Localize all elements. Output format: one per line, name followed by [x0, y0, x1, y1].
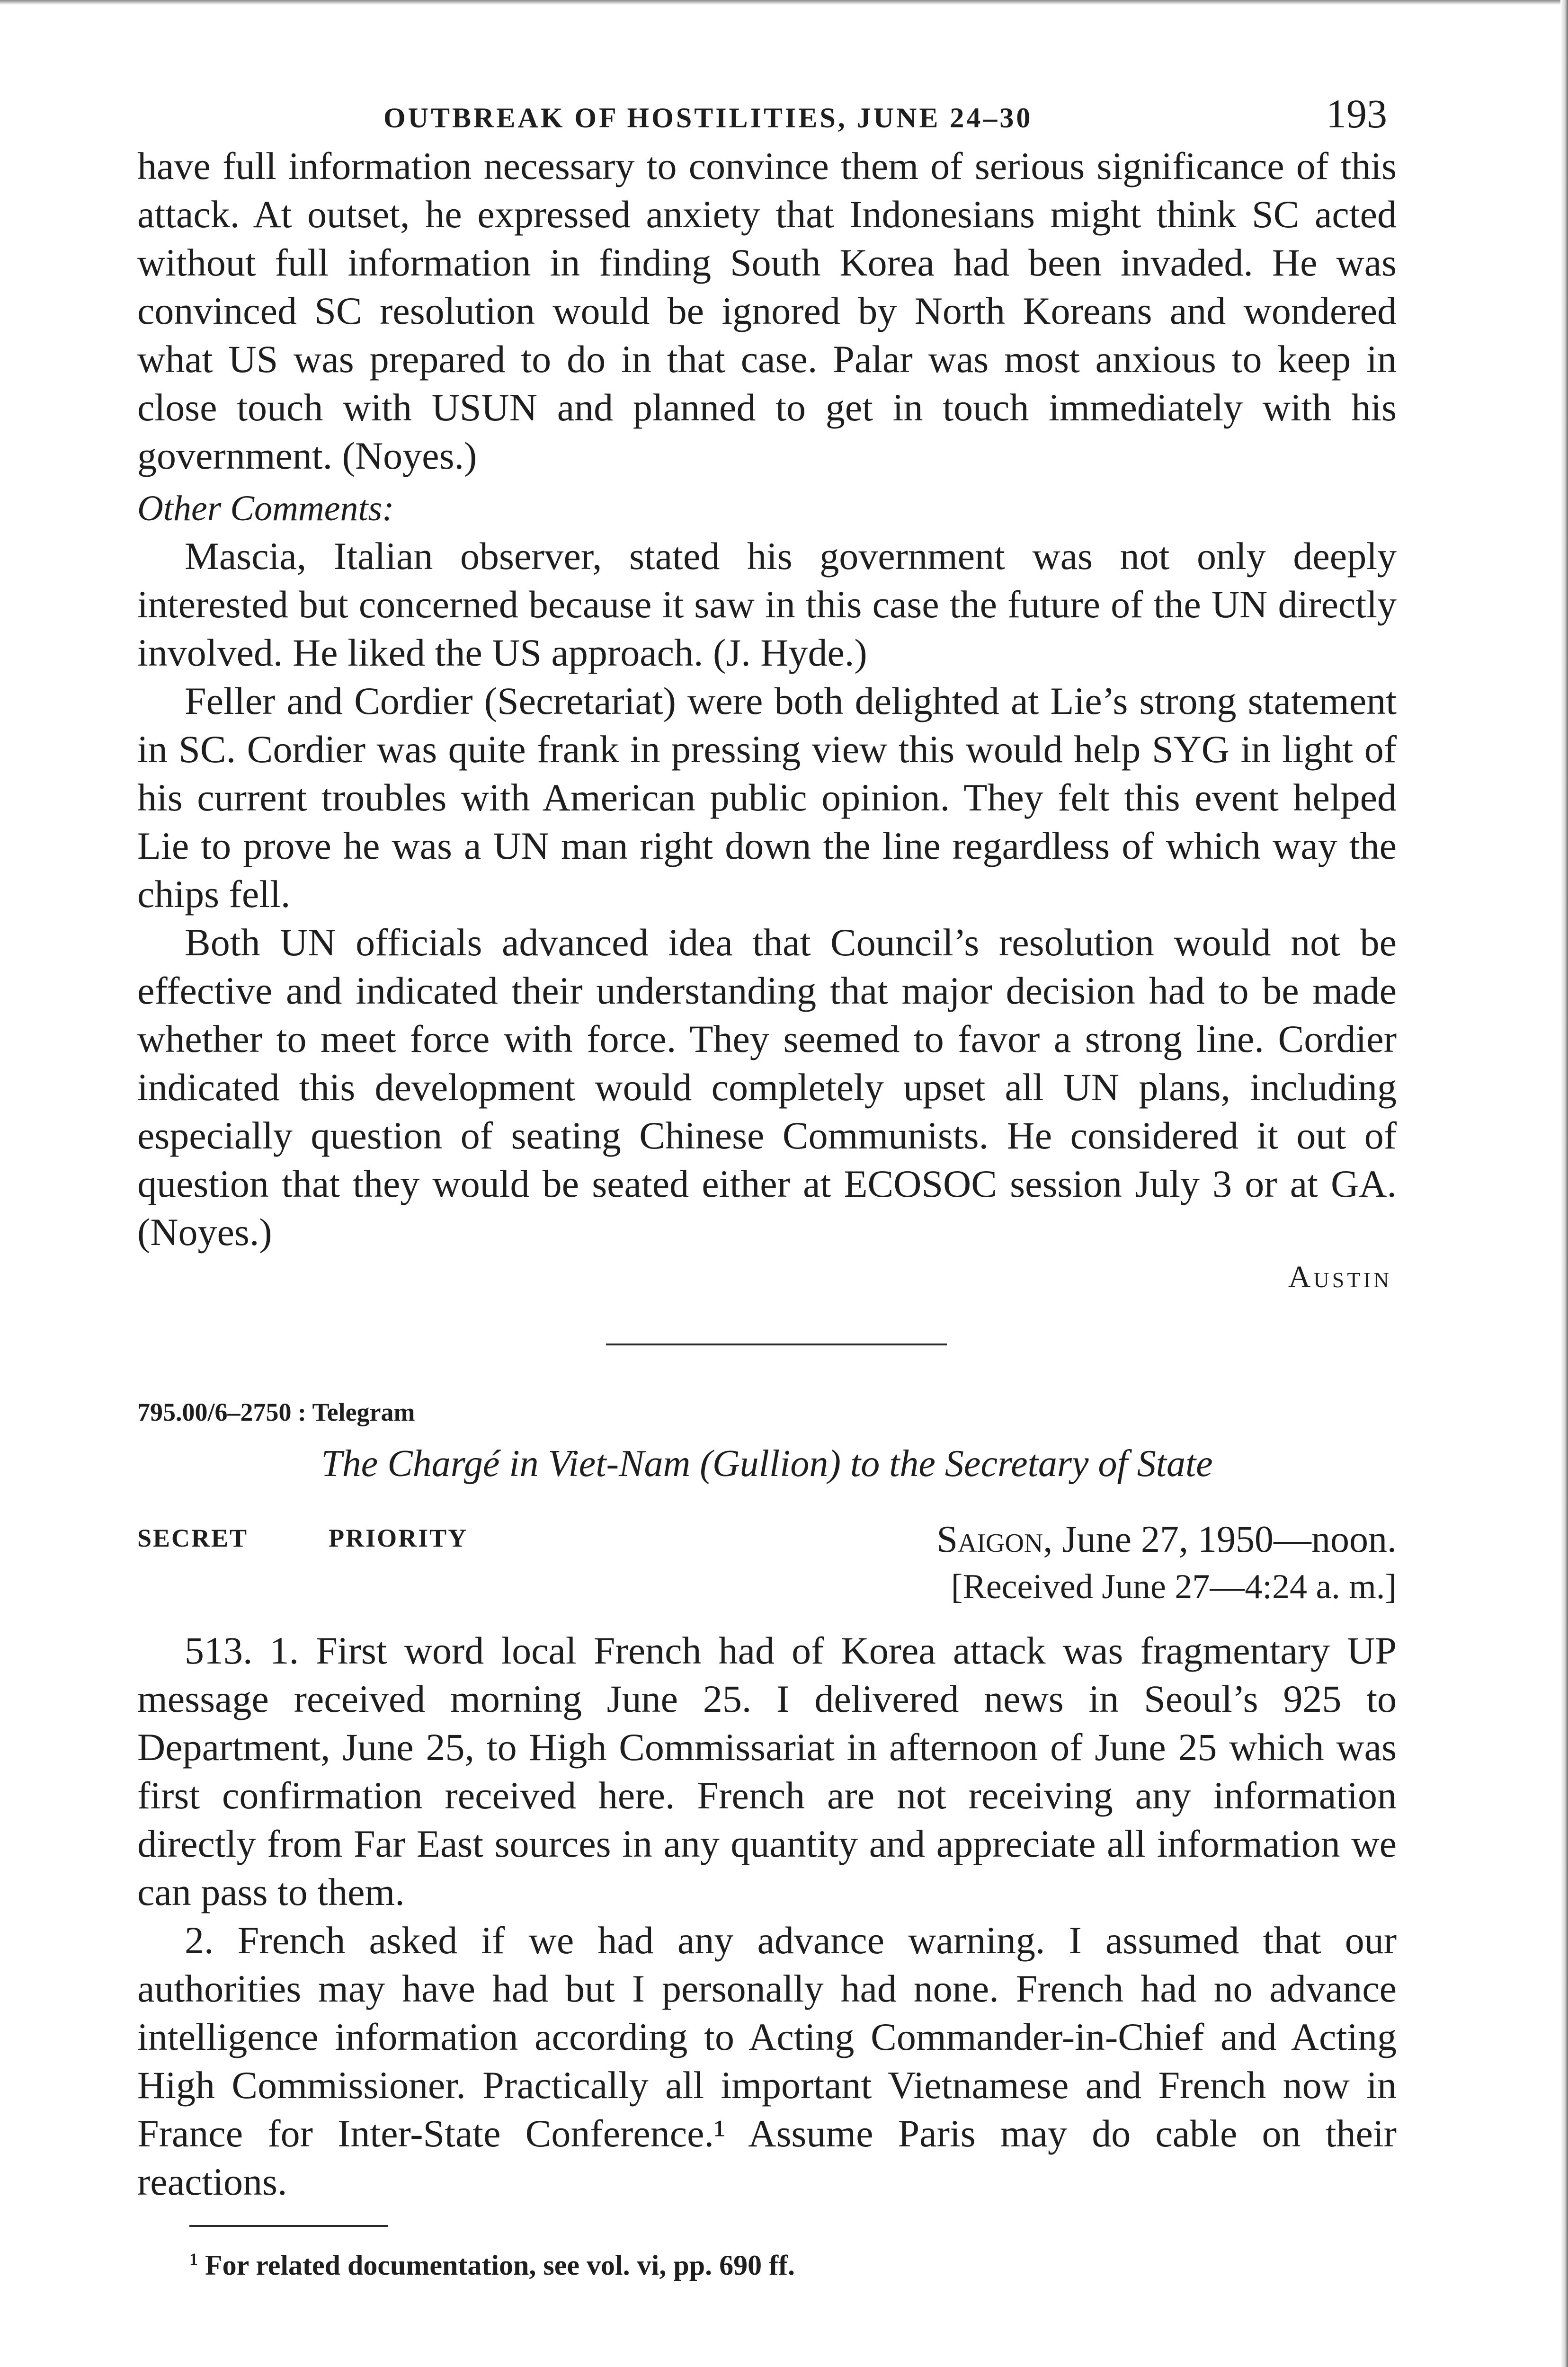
dateline — [936, 1516, 1397, 1563]
classification-secret: SECRET — [137, 1524, 249, 1552]
telegram-body — [137, 1627, 1397, 2206]
body-paragraph: Feller and Cordier (Secretariat) were both delighted at Lie’s strong statement in SC. Cordier was quite frank in pressing view this would help SYG in light of his current troubles with American public opinion. They felt this event helped Lie to prove he was a UN man right down the line regardless of which way the chips fell. — [137, 679, 1397, 916]
page-header — [137, 90, 1397, 142]
footnote-marker: 1 — [189, 2250, 198, 2269]
section-divider — [606, 1344, 947, 1345]
page-number: 193 — [1326, 91, 1387, 136]
section-heading: Other Comments: — [137, 489, 394, 528]
dateline-date: June 27, 1950—noon. — [1052, 1519, 1397, 1560]
scan-edge-top — [0, 0, 1568, 5]
document-title: The Chargé in Viet-Nam (Gullion) to the Secretary of State — [321, 1443, 1213, 1485]
classification-row — [137, 1516, 1397, 1611]
file-reference: 795.00/6–2750 : Telegram — [137, 1398, 415, 1426]
signature: Austin — [1288, 1260, 1392, 1294]
dateline-place: Saigon, — [936, 1519, 1053, 1560]
document-page — [137, 90, 1397, 2284]
running-head: OUTBREAK OF HOSTILITIES, JUNE 24–30 — [383, 102, 1033, 133]
body-paragraph: 513. 1. First word local French had of Korea attack was fragmentary UP message received morning June 25. I delivered news in Seoul’s 925 to Department, June 25, to High Commissariat in afternoon of June 25 which was first confirmation received here. French are not receiving any information directly from Far East sources in any quantity and appreciate all information we can pass to them. — [137, 1629, 1397, 1913]
received-note: [Received June 27—4:24 a. m.] — [951, 1567, 1397, 1606]
body-paragraph: 2. French asked if we had any advance warning. I assumed that our authorities may have had but I personally had none. French had no advance intelligence information according to Acting Commander-in-Chief and Acting High Commissioner. Practically all important Vietnamese and French now in France for Inter-State Conference.¹ Assume Paris may do cable on their reactions. — [137, 1919, 1397, 2203]
dateline-block — [936, 1516, 1397, 1611]
footnote — [189, 2240, 1397, 2284]
classification-priority: PRIORITY — [329, 1524, 468, 1552]
scan-edge-right — [1560, 0, 1568, 2367]
footnote-rule — [189, 2225, 388, 2227]
body-paragraph: have full information necessary to convince them of serious significance of this attack. At outset, he expressed anxiety that Indonesians might think SC acted without full information in finding South Korea had been invaded. He was convinced SC resolution would be ignored by North Koreans and wondered what US was prepared to do in that case. Palar was most anxious to keep in close touch with USUN and planned to get in touch immediately with his government. (Noyes.) — [137, 144, 1397, 477]
footnote-text: For related documentation, see vol. vi, pp. 690 ff. — [205, 2250, 795, 2281]
body-paragraph: Both UN officials advanced idea that Council’s resolution would not be effective and indicated their understanding that major decision had to be made whether to meet force with force. They seemed to favor a strong line. Cordier indicated this development would completely upset all UN plans, including especially question of seating Chinese Communists. He considered it out of question that they would be seated either at ECOSOC session July 3 or at GA. (Noyes.) — [137, 921, 1397, 1254]
classification-marks — [137, 1516, 468, 1553]
body-paragraph: Mascia, Italian observer, stated his government was not only deeply interested but concerned because it saw in this case the future of the UN directly involved. He liked the US approach. (J. Hyde.) — [137, 534, 1397, 674]
